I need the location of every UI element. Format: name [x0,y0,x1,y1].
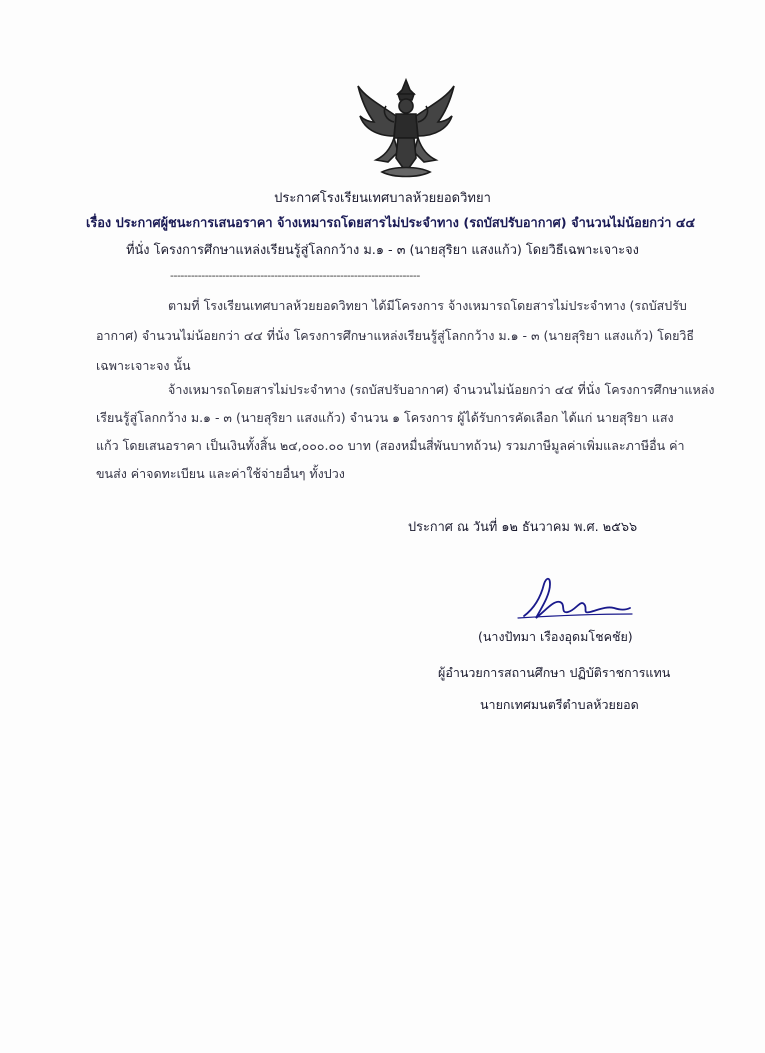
garuda-emblem-icon [352,76,460,184]
subject-line-1: เรื่อง ประกาศผู้ชนะการเสนอราคา จ้างเหมารถโดยสารไม่ประจำทาง (รถบัสปรับอากาศ) จำนวนไม่น้อยกว่า ๔๔ [86,216,696,231]
subject-line-2: ที่นั่ง โครงการศึกษาแหล่งเรียนรู้สู่โลกกว้าง ม.๑ - ๓ (นายสุริยา แสงแก้ว) โดยวิธีเฉพาะเจาะจง [126,243,639,258]
paragraph-1-line: เฉพาะเจาะจง นั้น [96,358,191,373]
signer-name: (นางปัทมา เรืองอุดมโชคชัย) [478,629,633,644]
signer-position-2: นายกเทศมนตรีตำบลห้วยยอด [480,697,639,712]
paragraph-1-line: อากาศ) จำนวนไม่น้อยกว่า ๔๔ ที่นั่ง โครงการศึกษาแหล่งเรียนรู้สู่โลกกว้าง ม.๑ - ๓ (นายสุริยา แสงแก้ว) โดยวิธี [96,328,695,343]
announcement-date: ประกาศ ณ วันที่ ๑๒ ธันวาคม พ.ศ. ๒๕๖๖ [408,520,638,535]
handwritten-signature [510,570,640,630]
document-title: ประกาศโรงเรียนเทศบาลห้วยยอดวิทยา [274,191,491,206]
signer-position-1: ผู้อำนวยการสถานศึกษา ปฏิบัติราชการแทน [438,665,671,680]
paragraph-2-line: แก้ว โดยเสนอราคา เป็นเงินทั้งสิ้น ๒๔,๐๐๐.๐๐ บาท (สองหมื่นสี่พันบาทถ้วน) รวมภาษีมูลค่าเพิ่มและภาษีอื่น ค่า [96,438,685,453]
paragraph-2-line: จ้างเหมารถโดยสารไม่ประจำทาง (รถบัสปรับอากาศ) จำนวนไม่น้อยกว่า ๔๔ ที่นั่ง โครงการศึกษาแหล่ง [168,382,715,397]
paragraph-1-line: ตามที่ โรงเรียนเทศบาลห้วยยอดวิทยา ได้มีโครงการ จ้างเหมารถโดยสารไม่ประจำทาง (รถบัสปรับ [168,298,687,313]
paragraph-2-line: เรียนรู้สู่โลกกว้าง ม.๑ - ๓ (นายสุริยา แสงแก้ว) จำนวน ๑ โครงการ ผู้ได้รับการคัดเลือก ได้แก่ นายสุริยา แสง [96,410,674,425]
divider: ------------------------------------------------------------------------ [170,269,420,282]
paragraph-2-line: ขนส่ง ค่าจดทะเบียน และค่าใช้จ่ายอื่นๆ ทั้งปวง [96,466,345,481]
